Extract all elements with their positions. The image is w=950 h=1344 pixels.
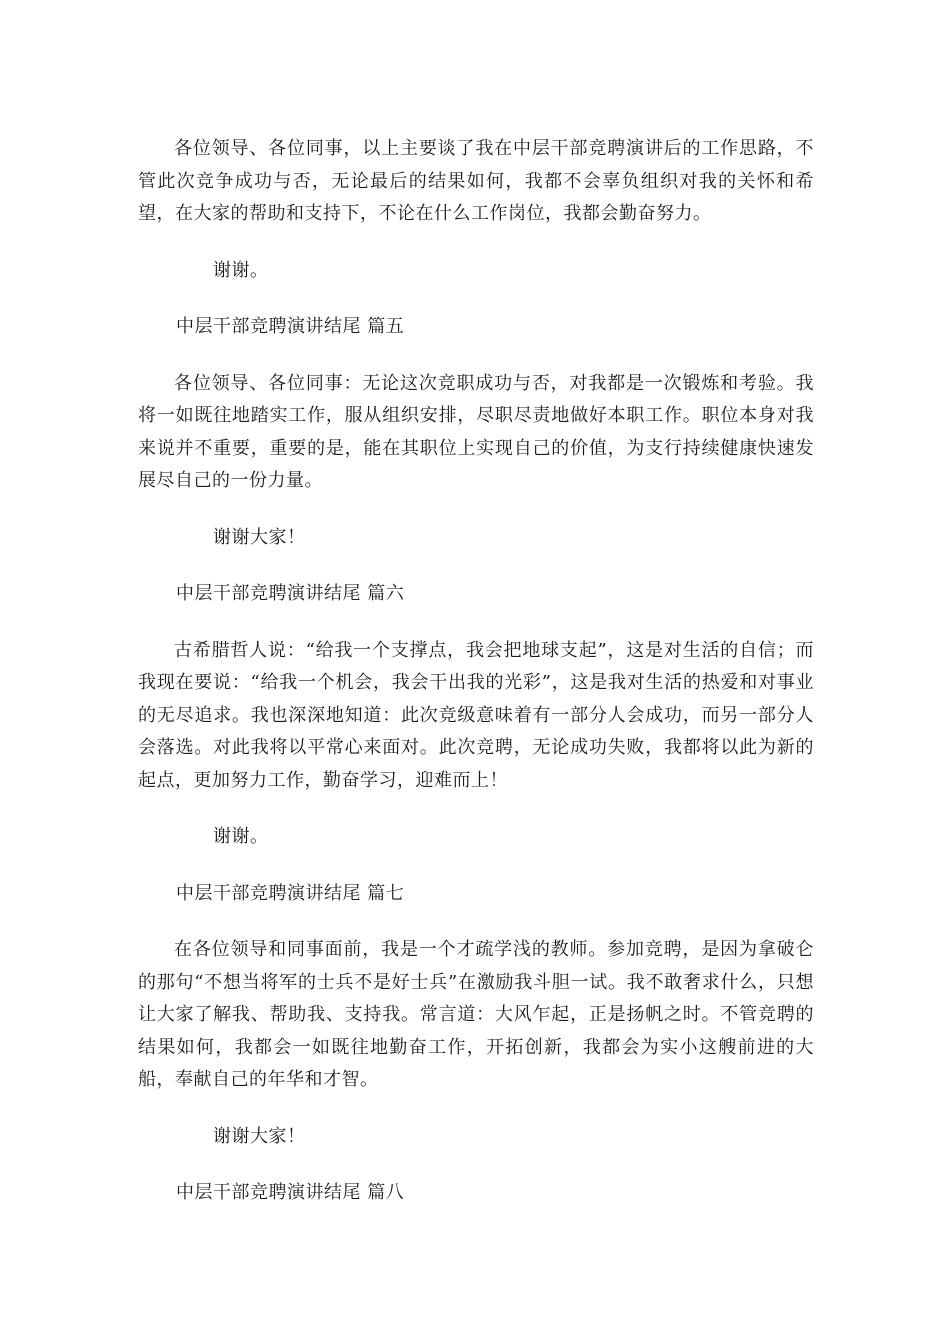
body-paragraph: 各位领导、各位同事：无论这次竞职成功与否，对我都是一次锻炼和考验。我将一如既往地踏实工作，服从组织安排，尽职尽责地做好本职工作。职位本身对我来说并不重要，重要的是，能在其职位上实现自己的价值，为支行持续健康快速发展尽自己的一份力量。 bbox=[138, 372, 814, 491]
section-heading: 中层干部竞聘演讲结尾 篇八 bbox=[176, 1182, 405, 1203]
closing-line: 谢谢。 bbox=[213, 259, 269, 281]
section-heading: 中层干部竞聘演讲结尾 篇五 bbox=[176, 316, 405, 337]
closing-line: 谢谢大家！ bbox=[213, 526, 306, 548]
closing-line: 谢谢。 bbox=[213, 826, 269, 847]
section-heading: 中层干部竞聘演讲结尾 篇六 bbox=[176, 583, 405, 604]
body-paragraph: 在各位领导和同事面前，我是一个才疏学浅的教师。参加竞聘，是因为拿破仑的那句“不想当将军的士兵不是好士兵”在激励我斗胆一试。我不敢奢求什么，只想让大家了解我、帮助我、支持我。常言道：大风乍起，正是扬帆之时。不管竞聘的结果如何，我都会一如既往地勤奋工作，开拓创新，我都会为实小这艘前进的大船，奉献自己的年华和才智。 bbox=[138, 939, 814, 1090]
closing-line: 谢谢大家！ bbox=[213, 1125, 306, 1147]
body-paragraph: 各位领导、各位同事，以上主要谈了我在中层干部竞聘演讲后的工作思路，不管此次竞争成功与否，无论最后的结果如何，我都不会辜负组织对我的关怀和希望，在大家的帮助和支持下，不论在什么工作岗位，我都会勤奋努力。 bbox=[138, 138, 814, 224]
section-heading: 中层干部竞聘演讲结尾 篇七 bbox=[176, 882, 405, 904]
body-paragraph: 古希腊哲人说：“给我一个支撑点，我会把地球支起”，这是对生活的自信；而我现在要说：“给我一个机会，我会干出我的光彩”，这是我对生活的热爱和对事业的无尽追求。我也深深地知道：此次竞级意味着有一部分人会成功，而另一部分人会落选。对此我将以平常心来面对。此次竞聘，无论成功失败，我都将以此为新的起点，更加努力工作，勤奋学习，迎难而上！ bbox=[138, 639, 814, 791]
document-body bbox=[138, 133, 814, 1234]
